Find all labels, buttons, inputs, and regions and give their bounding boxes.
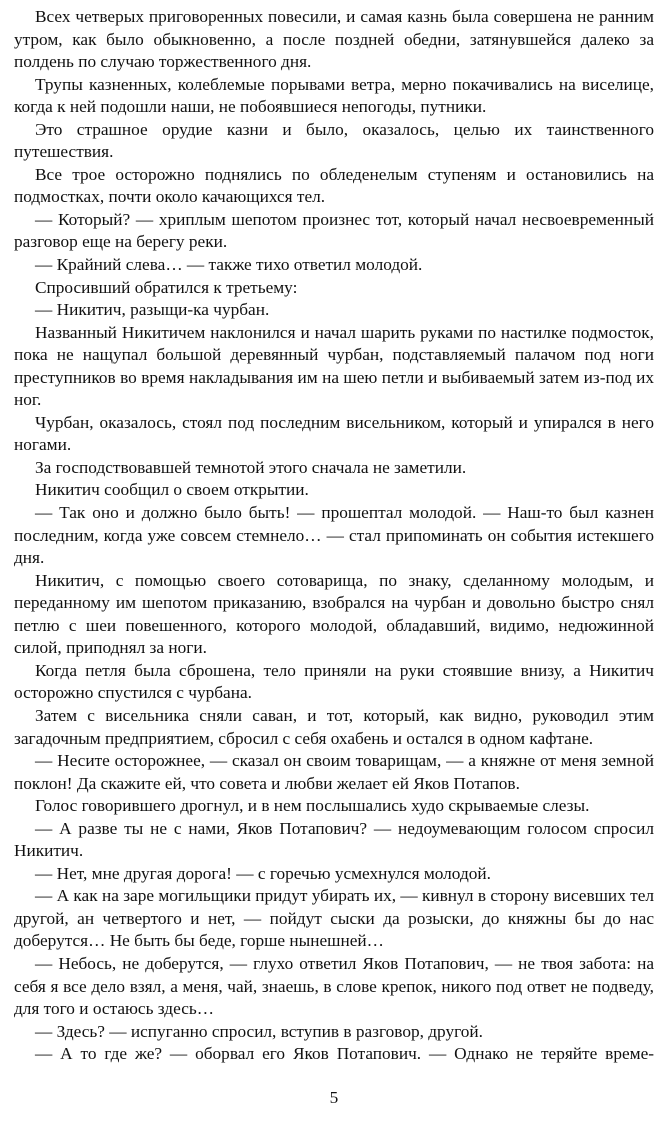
paragraph: Никитич сообщил о своем открытии. [35,480,309,500]
paragraph: — А разве ты не с нами, Яков Потапович? — недоумевающим голосом спросил Никитич. [14,818,654,861]
paragraph: Это страшное орудие казни и было, оказалось, целью их таинственного путешествия. [14,119,654,162]
paragraph: Затем с висельника сняли саван, и тот, который, как видно, руководил этим загадочным предприятием, сбросил с себя охабень и остался в одном кафтане. [14,705,654,748]
body-text [14,6,654,1066]
paragraph: Чурбан, оказалось, стоял под последним висельником, который и упирался в него ногами. [14,412,654,455]
paragraph: Спросивший обратился к третьему: [35,277,298,297]
paragraph: — Так оно и должно было быть! — прошептал молодой. — Наш-то был казнен последним, когда уже совсем стемнело… — стал припоминать он события истекшего дня. [14,503,654,568]
paragraph-continued: — А то где же? — оборвал его Яков Потапович. — Однако не теряйте време- [35,1044,654,1064]
paragraph: — Нет, мне другая дорога! — с горечью усмехнулся молодой. [35,863,491,883]
paragraph: Голос говорившего дрогнул, и в нем послышались худо скрываемые слезы. [35,796,590,816]
paragraph: — Никитич, разыщи-ка чурбан. [35,300,270,320]
page-number: 5 [329,1088,339,1107]
paragraph: За господствовавшей темнотой этого сначала не заметили. [35,457,467,477]
paragraph: — Несите осторожнее, — сказал он своим товарищам, — а княжне от меня земной поклон! Да скажите ей, что совета и любви желает ей Яков Потапов. [14,751,654,793]
paragraph: Названный Никитичем наклонился и начал шарить руками по настилке подмосток, пока не нащупал большой деревянный чурбан, подставляемый палачом под ноги преступников во время накладывания им на шею петли и выбиваемый затем из-под их ног. [14,322,654,410]
paragraph: — Крайний слева… — также тихо ответил молодой. [35,255,423,275]
paragraph: — Который? — хриплым шепотом произнес тот, который начал несвоевременный разговор еще на берегу реки. [14,209,654,252]
paragraph: — А как на заре могильщики придут убирать их, — кивнул в сторону висевших тел другой, ан четвертого и нет, — пойдут сыски да розыски, до княжны бы до нас доберутся… Не быть бы беде, горше нынешней… [14,886,654,951]
paragraph: — Небось, не доберутся, — глухо ответил Яков Потапович, — не твоя забота: на себя я все дело взял, а меня, чай, знаешь, в слове крепок, никого под ответ не подведу, для того и остаюсь здесь… [14,953,654,1019]
paragraph: Все трое осторожно поднялись по обледенелым ступеням и остановились на подмостках, почти около качающихся тел. [14,164,654,207]
paragraph: Никитич, с помощью своего сотоварища, по знаку, сделанному молодым, и переданному им шепотом приказанию, взобрался на чурбан и довольно быстро снял петлю с шеи повешенного, которого молодой, обладавший, видимо, недюжинной силой, приподнял за ноги. [14,570,654,658]
paragraph: — Здесь? — испуганно спросил, вступив в разговор, другой. [35,1021,483,1041]
paragraph: Трупы казненных, колеблемые порывами ветра, мерно покачивались на виселице, когда к ней подошли наши, не побоявшиеся непогоды, путники. [14,74,654,117]
paragraph: Когда петля была сброшена, тело приняли на руки стоявшие внизу, а Никитич осторожно спустился с чурбана. [14,660,654,703]
paragraph: Всех четверых приговоренных повесили, и самая казнь была совершена не ранним утром, как было обыкновенно, а после поздней обедни, затянувшейся далеко за полдень по случаю торжественного дня. [14,7,654,72]
